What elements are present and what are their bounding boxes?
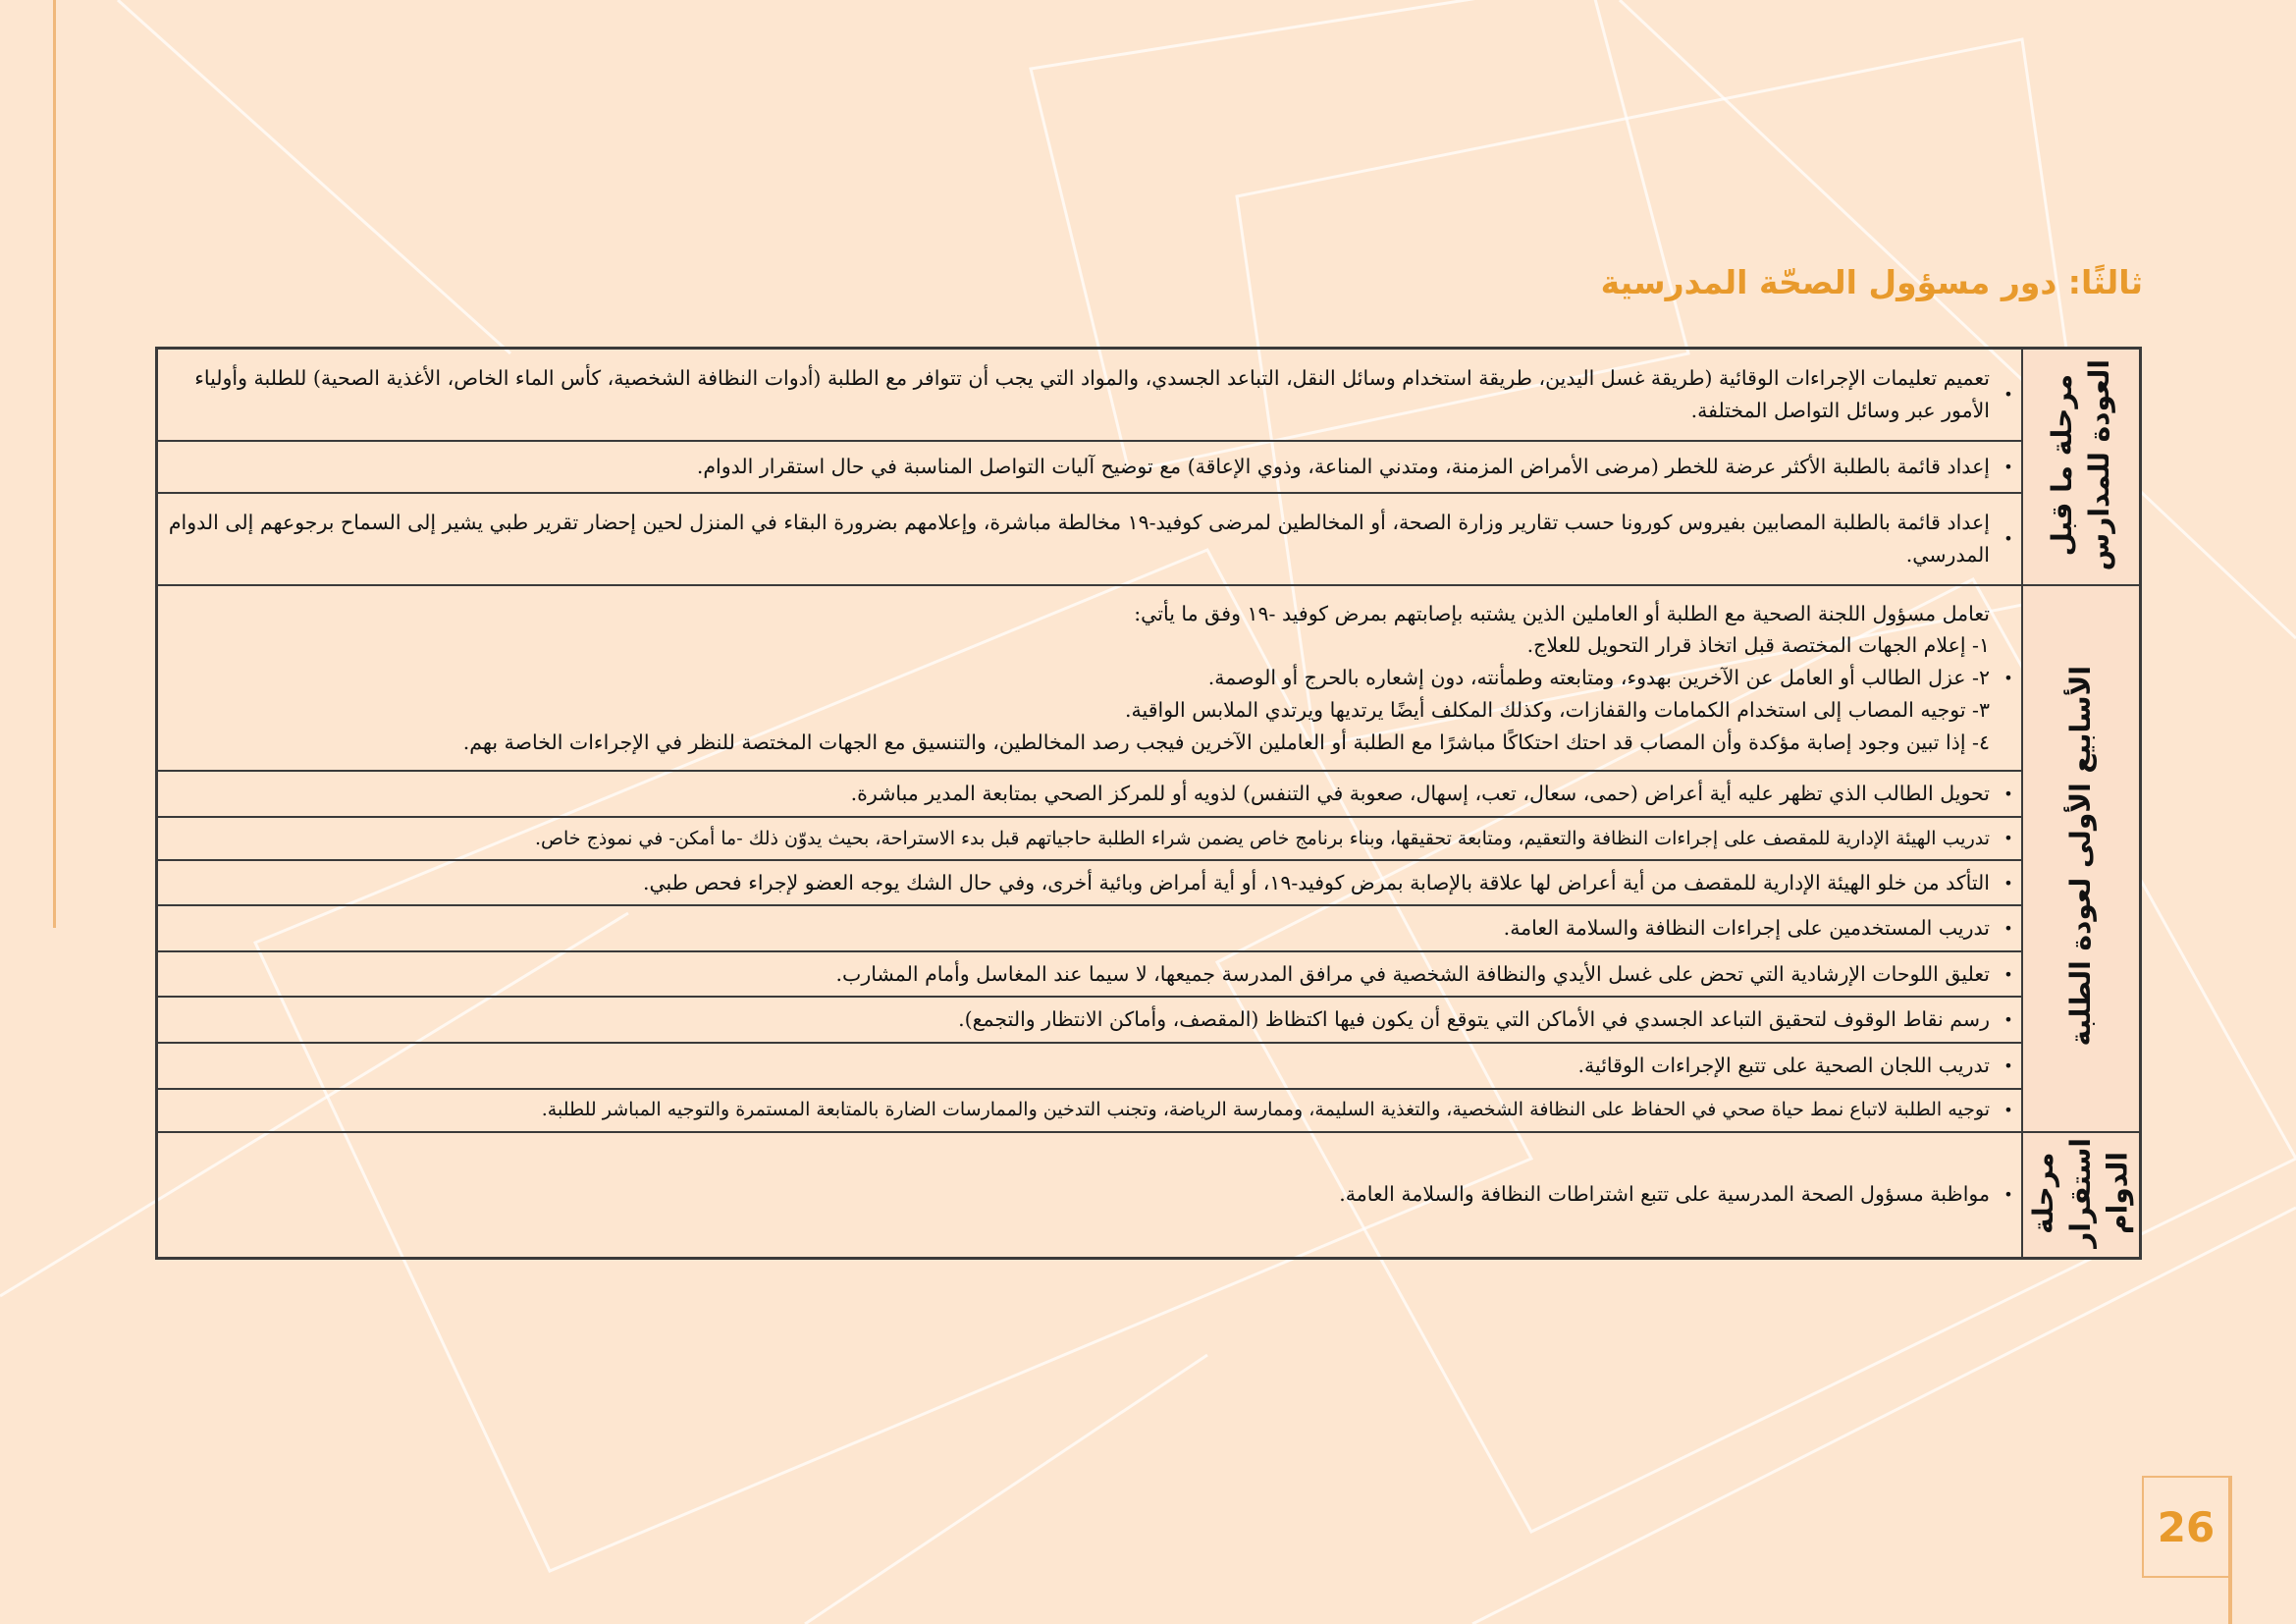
bullet: • <box>1996 1089 2022 1132</box>
task-text: إعداد قائمة بالطلبة الأكثر عرضة للخطر (مرضى الأمراض المزمنة، ومتدني المناعة، وذوي الإعاقة) مع توضيح آليات التواصل المناسبة في حال استقرار الدوام. <box>696 455 1990 479</box>
task-text: رسم نقاط الوقوف لتحقيق التباعد الجسدي في الأماكن التي يتوقع أن يكون فيها اكتظاظ (المقصف، وأماكن الانتظار والتجمع). <box>958 1007 1990 1032</box>
task-cell <box>157 1132 1997 1259</box>
task-subitem: ١- إعلام الجهات المختصة قبل اتخاذ قرار التحويل للعلاج. <box>1526 633 1990 658</box>
task-text: تعليق اللوحات الإرشادية التي تحض على غسل الأيدي والنظافة الشخصية في مرافق المدرسة جميعها، لا سيما عند المغاسل وأمام المشارب. <box>835 961 1990 986</box>
table-row <box>157 493 2141 585</box>
task-text: تدريب المستخدمين على إجراءات النظافة والسلامة العامة. <box>1503 916 1990 941</box>
task-text: تحويل الطالب الذي تظهر عليه أية أعراض (حمى، سعال، تعب، إسهال، صعوبة في التنفس) لذويه أو للمركز الصحي بمتابعة المدير مباشرة. <box>850 782 1990 806</box>
table-row <box>157 997 2141 1043</box>
stage-cell <box>2022 1132 2141 1259</box>
task-text: توجيه الطلبة لاتباع نمط حياة صحي في الحفاظ على النظافة الشخصية، والتغذية السليمة، وممارسة الرياضة، وتجنب التدخين والممارسات الضارة بالمتابعة المستمرة والتوجيه المباشر للطلبة. <box>541 1099 1990 1121</box>
table-row <box>157 349 2141 441</box>
task-text: التأكد من خلو الهيئة الإدارية للمقصف من أية أعراض لها علاقة بالإصابة بمرض كوفيد-١٩، أو أية أمراض وبائية أخرى، وفي حال الشك يوجه العضو لإجراء فحص طبي. <box>642 870 1990 894</box>
task-cell <box>157 441 1997 493</box>
stage-cell <box>2022 349 2141 585</box>
bullet: • <box>1996 905 2022 951</box>
stage-label: مرحلة استقرار الدوام <box>2027 1137 2134 1248</box>
task-text: تدريب الهيئة الإدارية للمقصف على إجراءات النظافة والتعقيم، ومتابعة تحقيقها، وبناء برنامج خاص يضمن شراء الطلبة حاجياتهم قبل بدء الاستراحة، بحيث يدوّن ذلك -ما أمكن- في نموذج خاص. <box>535 827 1990 849</box>
bullet: • <box>1996 951 2022 998</box>
task-cell <box>157 1043 1997 1089</box>
bullet: • <box>1996 997 2022 1043</box>
task-text: تدريب اللجان الصحية على تتبع الإجراءات الوقائية. <box>1577 1053 1990 1077</box>
task-cell <box>157 817 1997 860</box>
bullet: • <box>1996 1132 2022 1259</box>
roles-table <box>155 347 2142 1260</box>
side-rule <box>53 0 56 928</box>
task-cell <box>157 860 1997 906</box>
table-row <box>157 441 2141 493</box>
table-row <box>157 1089 2141 1132</box>
stage-label: الأسابيع الأولى لعودة الطلبة <box>2064 666 2098 1047</box>
page-number-rule <box>2228 1571 2232 1624</box>
stage-cell <box>2022 585 2141 1132</box>
table-row <box>157 771 2141 817</box>
bullet: • <box>1996 1043 2022 1089</box>
bullet: • <box>1996 493 2022 585</box>
table-row <box>157 905 2141 951</box>
task-cell <box>157 905 1997 951</box>
bullet: • <box>1996 771 2022 817</box>
task-cell <box>157 951 1997 998</box>
stage-label: مرحلة ما قبل العودة للمدارس <box>2046 358 2115 571</box>
table-row <box>157 1043 2141 1089</box>
table-row <box>157 1132 2141 1259</box>
task-text: تعميم تعليمات الإجراءات الوقائية (طريقة غسل اليدين، طريقة استخدام وسائل النقل، التباعد الجسدي، والمواد التي يجب أن تتوافر مع الطلبة (أدوات النظافة الشخصية، كأس الماء الخاص، الأغذية الصحية) للطلبة وأولياء الأمور عبر وسائل التواصل المختلفة. <box>194 366 1990 422</box>
task-subitem: ٢- عزل الطالب أو العامل عن الآخرين بهدوء، ومتابعته وطمأنته، دون إشعاره بالحرج أو الوصمة. <box>1207 666 1990 690</box>
bullet: • <box>1996 441 2022 493</box>
table-row <box>157 951 2141 998</box>
task-text: تعامل مسؤول اللجنة الصحية مع الطلبة أو العاملين الذين يشتبه بإصابتهم بمرض كوفيد -١٩ وفق ما يأتي: <box>1134 601 1990 625</box>
bullet: • <box>1996 349 2022 441</box>
task-cell <box>157 349 1997 441</box>
task-cell <box>157 1089 1997 1132</box>
task-text: إعداد قائمة بالطلبة المصابين بفيروس كورونا حسب تقارير وزارة الصحة، أو المخالطين لمرضى كوفيد-١٩ مخالطة مباشرة، وإعلامهم بضرورة البقاء في المنزل لحين إحضار تقرير طبي يشير إلى السماح برجوعهم إلى الدوام المدرسي. <box>168 511 1990 567</box>
bullet: • <box>1996 860 2022 906</box>
table-row <box>157 585 2141 771</box>
task-text: مواظبة مسؤول الصحة المدرسية على تتبع اشتراطات النظافة والسلامة العامة. <box>1339 1182 1990 1207</box>
table-row <box>157 860 2141 906</box>
bullet: • <box>1996 817 2022 860</box>
table-row <box>157 817 2141 860</box>
task-subitem: ٤- إذا تبين وجود إصابة مؤكدة وأن المصاب قد احتك احتكاكًا مباشرًا مع الطلبة أو العاملين الآخرين فيجب رصد المخالطين، والتنسيق مع الجهات المختصة للنظر في الإجراءات الخاصة بهم. <box>462 730 1990 754</box>
task-subitem: ٣- توجيه المصاب إلى استخدام الكمامات والقفازات، وكذلك المكلف أيضًا يرتديها ويرتدي الملابس الواقية. <box>1125 697 1990 722</box>
task-cell <box>157 997 1997 1043</box>
task-cell <box>157 771 1997 817</box>
bullet: • <box>1996 585 2022 771</box>
page-number: 26 <box>2142 1476 2232 1578</box>
task-cell <box>157 585 1997 771</box>
section-heading: ثالثًا: دور مسؤول الصحّة المدرسية <box>1600 263 2143 301</box>
task-cell <box>157 493 1997 585</box>
